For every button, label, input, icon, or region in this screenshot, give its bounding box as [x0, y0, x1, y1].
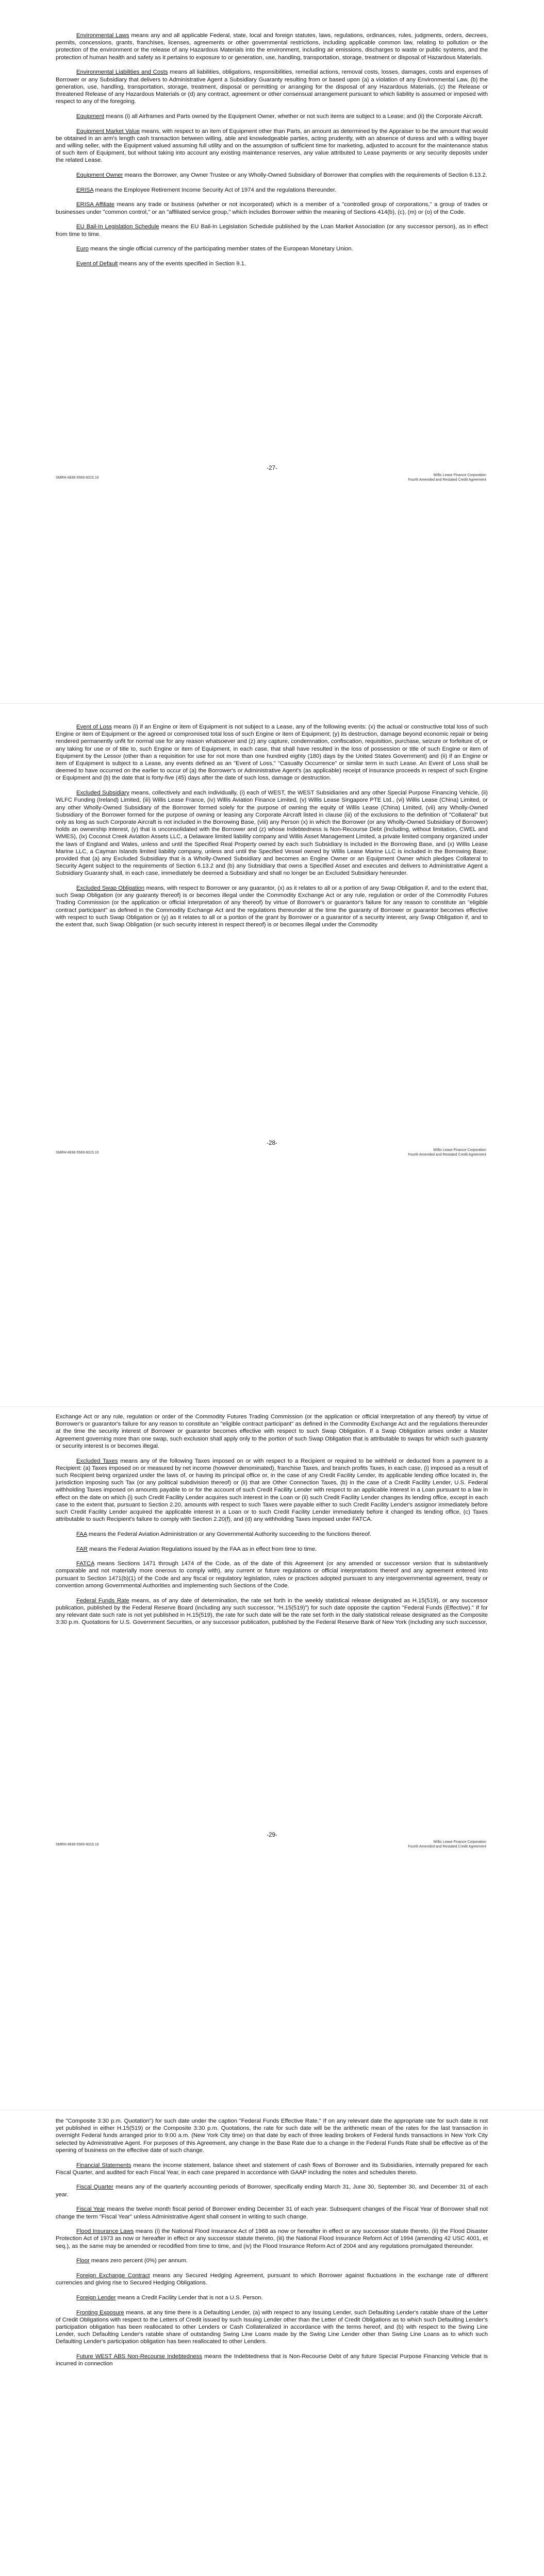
- definition-financial-statements: [56, 2162, 488, 2176]
- definition-equipment: [56, 113, 488, 120]
- definition-excluded-subsidiary: [56, 789, 488, 877]
- definition-text: means, as of any date of determination, the rate set forth in the weekly statistical release designated as H.15(519), or any successor publication, published by the Federal Reserve Board (including any such successor, "H.15(519)") for such date opposite the caption "Federal Funds (Effective)." If for any relevant date such rate is not yet published in H.15(519), the rate for such date will be the rate set forth in the daily statistical release designated as the Composite 3:30 p.m. Quotations for U.S. Government Securities, or any successor publication, published by the Federal Reserve Bank of New York (including any such successor,: [56, 1597, 488, 1626]
- definition-text: means, with respect to an item of Equipment other than Parts, an amount as determined by the Appraiser to be the amount that would be obtained in an arm's length cash transaction between willing, able and knowledgeable parties, acting prudently, with an absence of duress and with a willing buyer and willing seller, with the Equipment valued assuming full utility and on the assumption of sufficient time for marketing, adjusted to account for the maintenance status of such item of Equipment, but without taking into account any existing maintenance reserves, any value attributed to Lease payments or any security deposits under the related Lease.: [56, 128, 488, 164]
- definition-fronting-exposure: [56, 2309, 488, 2346]
- definition-future-west-abs: [56, 2353, 488, 2367]
- definition-text: means, at any time there is a Defaulting Lender, (a) with respect to any Issuing Lender, such Defaulting Lender's ratable share of the Letter of Credit Obligations with respect to the Letters of Credit issued by such Issuing Lender other than the Letter of Credit Obligations as to which such Defaulting Lender's participation obligation has been reallocated to other Lenders or Cash Collateralized in accordance with the terms hereof, and (b) with respect to the Swing Line Lender, such Defaulting Lender's ratable share of outstanding Swing Line Loans made by the Swing Line Lender other than Swing Line Loans as to which such Defaulting Lender's participation obligation has been reallocated to other Lenders.: [56, 2309, 488, 2345]
- page-27-content: [56, 32, 488, 275]
- definition-environmental-liabilities: [56, 69, 488, 105]
- definition-text: means the Indebtedness that is Non-Recourse Debt of any future Special Purpose Financing Vehicle that is incurred in connection: [56, 2353, 488, 2367]
- definition-text: means any of the events specified in Section 9.1.: [118, 260, 246, 267]
- definition-text: means zero percent (0%) per annum.: [89, 2258, 188, 2264]
- definition-text: means any of the following Taxes imposed on or with respect to a Recipient or required to be withheld or deducted from a payment to a Recipient: (a) Taxes imposed on or measured by net income (however denominated), franchise Taxes, and branch profits Taxes, in each case, (i) imposed as a result of such Recipient being organized under the laws of, or having its principal office or, in the case of any Credit Facility Lender, its applicable lending office located in, the jurisdiction imposing such Tax (or any political subdivision thereof) or (ii) that are Other Connection Taxes, (b) in the case of a Credit Facility Lender, U.S. Federal withholding Taxes imposed on amounts payable to or for the account of such Credit Facility Lender with respect to an applicable interest in a Loan pursuant to a law in effect on the date on which (i) such Credit Facility Lender acquires such interest in the Loan or (ii) such Credit Facility Lender changes its lending office, except in each case to the extent that, pursuant to Section 2.20, amounts with respect to such Taxes were payable either to such Credit Facility Lender's assignor immediately before such Credit Facility Lender acquired the applicable interest in a Loan or to such Credit Facility Lender immediately before it changed its lending office, (c) Taxes attributable to such Recipient's failure to comply with Section 2.20(f), and (d) any withholding Taxes imposed under FATCA.: [56, 1458, 488, 1523]
- definition-text: means the EU Bail-In Legislation Schedule published by the Loan Market Association (or any successor person), as in effect from time to time.: [56, 224, 488, 238]
- defined-term: Event of Loss: [76, 724, 112, 730]
- defined-term: Equipment Market Value: [76, 128, 140, 134]
- defined-term: Foreign Lender: [76, 2294, 116, 2301]
- definition-faa: [56, 1531, 488, 1538]
- footer-doc-id: SMRH:4838-5569-6015.10: [56, 476, 99, 480]
- page-28: [0, 704, 544, 1406]
- definition-text: means (i) if an Engine or item of Equipment is not subject to a Lease, any of the following events: (x) the actual or constructive total loss of such Engine or item of Equipment or the agreed or compromised total loss of such Engine or item of Equipment; (y) its destruction, damage beyond economic repair or being rendered permanently unfit for normal use for any reason whatsoever and (z) any capture, condemnation, confiscation, requisition, purchase, seizure or forfeiture of, or any taking for use or of title to, such Engine or item of Equipment, in each case, that shall have resulted in the loss of possession or title of such Engine or item of Equipment by the Lessor (other than a requisition for use for not more than one hundred eighty (180) days by the United States Government) and (ii) if an Engine or item of Equipment is subject to a Lease, any events defined as an "Event of Loss," "Casualty Occurrence" or similar term in such Lease. An Event of Loss shall be deemed to have occurred on the earlier to occur of (a) the Borrower's or Administrative Agent's (as applicable) receipt of insurance proceeds in respect of such Engine or Equipment and (b) the date that is forty-five (45) days after the date of such loss, damage or destruction.: [56, 724, 488, 782]
- footer-agreement: Fourth Amended and Restated Credit Agreement: [408, 1153, 486, 1157]
- footer-company: Willis Lease Finance Corporation: [433, 473, 486, 477]
- defined-term: Fiscal Year: [76, 2206, 105, 2213]
- definition-environmental-laws: [56, 32, 488, 61]
- definition-text: means (i) the National Flood Insurance Act of 1968 as now or hereafter in effect or any successor statute thereto, (ii) the Flood Disaster Protection Act of 1973 as now or hereafter in effect or any successor statute thereto, (iii) the National Flood Insurance Reform Act of 1994 (amending 42 USC 4001, et seq.), as the same may be amended or recodified from time to time, and (iv) the Flood Insurance Reform Act of 2004 and any regulations promulgated thereunder.: [56, 2228, 488, 2249]
- definition-text: means the Federal Aviation Regulations issued by the FAA as in effect from time to time.: [87, 1546, 317, 1552]
- definition-federal-funds-rate: [56, 1597, 488, 1626]
- footer-doc-id: SMRH:4838-5569-6015.10: [56, 1151, 99, 1155]
- defined-term: Event of Default: [76, 260, 118, 267]
- defined-term: Floor: [76, 2258, 90, 2264]
- definition-excluded-swap-obligation: [56, 885, 488, 928]
- footer-company-block: [408, 1840, 486, 1849]
- page-30-content: [56, 2117, 488, 2375]
- definition-text: means the Employee Retirement Income Security Act of 1974 and the regulations thereunder.: [93, 187, 337, 193]
- definition-foreign-exchange-contract: [56, 2272, 488, 2286]
- definition-text: means the Borrower, any Owner Trustee or any Wholly-Owned Subsidiary of Borrower that complies with the requirements of Section 6.13.2.: [123, 172, 487, 179]
- page-number: -27-: [267, 465, 277, 471]
- defined-term: Environmental Liabilities and Costs: [76, 69, 168, 76]
- defined-term: Federal Funds Rate: [76, 1597, 129, 1604]
- footer-doc-id: SMRH:4838-5569-6015.10: [56, 1843, 99, 1846]
- defined-term: Environmental Laws: [76, 32, 129, 39]
- definition-text: means, with respect to Borrower or any guarantor, (x) as it relates to all or a portion of any Swap Obligation if, and to the extent that, such Swap Obligation (or any guaranty thereof) is or becomes illegal under the Commodity Exchange Act or any rule, regulation or order of the Commodity Futures Trading Commission (or the application or official interpretation of any thereof) by virtue of Borrower's or guarantor's failure for any reason to constitute an "eligible contract participant" as defined in the Commodity Exchange Act and the regulations thereunder at the time the guaranty of Borrower or guarantor becomes effective with respect to such Swap Obligation or (y) as it relates to all or a portion of the grant by Borrower or a guarantor of a security interest, any Swap Obligation if, and to the extent that, such Swap Obligation (or such security interest in respect thereof) is or becomes illegal under the Commodity: [56, 885, 488, 928]
- definition-continuation: [56, 2117, 488, 2154]
- defined-term: ERISA Affiliate: [76, 201, 115, 208]
- definition-erisa: [56, 187, 488, 194]
- page-29: [0, 1407, 544, 2110]
- definition-text: means a Credit Facility Lender that is not a U.S. Person.: [116, 2294, 263, 2301]
- defined-term: Financial Statements: [76, 2162, 131, 2168]
- defined-term: FAR: [76, 1546, 88, 1552]
- definition-fiscal-year: [56, 2206, 488, 2220]
- definition-continuation: [56, 1413, 488, 1450]
- defined-term: Future WEST ABS Non-Recourse Indebtedness: [76, 2353, 202, 2360]
- defined-term: Euro: [76, 246, 89, 252]
- footer-company: Willis Lease Finance Corporation: [433, 1148, 486, 1152]
- definition-far: [56, 1546, 488, 1553]
- definition-text: the "Composite 3:30 p.m. Quotation") for such date under the caption "Federal Funds Effective Rate." If on any relevant date the appropriate rate for such date is not yet published in either H.15(519) or the Composite 3:30 p.m. Quotations, the rate for such date will be the arithmetic mean of the rates for the last transaction in overnight Federal funds arranged prior to 9:00 a.m. (New York City time) on that date by each of three leading brokers of Federal funds transactions in New York City selected by Administrative Agent. For purposes of this Agreement, any change in the Base Rate due to a change in the Federal Funds Rate shall be effective as of the opening of business on the effective date of such change.: [56, 2118, 488, 2154]
- defined-term: ERISA: [76, 187, 94, 193]
- definition-text: means, collectively and each individually, (i) each of WEST, the WEST Subsidiaries and any other Special Purpose Financing Vehicle, (ii) WLFC Funding (Ireland) Limited, (iii) Willis Lease France, (iv) Willis Aviation Finance Limited, (v) Willis Lease Singapore PTE Ltd., (vi) Willis Lease (China) Limited, or any other Wholly-Owned Subsidiary of the Borrower formed solely for the purpose of owning the equity of Willis Lease (China) Limited, (vii) any Wholly-Owned Subsidiary of the Borrower formed for the purpose of owning or leasing any Corporate Aircraft listed in clause (iii) of the exclusions to the definition of "Collateral" but only as long as such Corporate Aircraft is not included in the Borrowing Base, (viii) any Person (x) in which the Borrower (or any Wholly-Owned Subsidiary of Borrower) holds an ownership interest, (y) that is unconsolidated with the Borrower and (z) whose Indebtedness is Non-Recourse Debt (including, without limitation, CWEL and WMES), (ix) Coconut Creek Aviation Assets LLC, a Delaware limited liability company and Willis Asset Management Limited, a private limited company organized under the laws of England and Wales, unless and until the Specified Real Property owned by each such Subsidiary is included in the Borrowing Base, and (x) Willis Lease Marine LLC, a Cayman Islands limited liability company, unless and until the Specified Vessel owned by Willis Lease Marine LLC is included in the Borrowing Base; provided that (a) any Excluded Subsidiary that is a Wholly-Owned Subsidiary and becomes an Engine Owner or an Equipment Owner which pledges Collateral to Security Agent subject to the requirements of Section 6.13.2 and (b) any Subsidiary that owns a Specified Asset and executes and delivers to Administrative Agent a Subsidiary Guaranty shall, in each case, immediately be deemed a Subsidiary and shall no longer be an Excluded Subsidiary hereunder.: [56, 790, 488, 877]
- defined-term: FAA: [76, 1531, 87, 1537]
- definition-text: means any trade or business (whether or not incorporated) which is a member of a "controlled group of corporations," a group of trades or businesses under "common control," or an "affiliated service group," which includes Borrower within the meaning of Sections 414(b), (c), (m) or (o) of the Code.: [56, 201, 488, 215]
- footer-agreement: Fourth Amended and Restated Credit Agreement: [408, 478, 486, 482]
- page-27: [0, 0, 544, 703]
- definition-flood-insurance-laws: [56, 2228, 488, 2250]
- defined-term: Foreign Exchange Contract: [76, 2273, 150, 2279]
- defined-term: FATCA: [76, 1561, 94, 1567]
- definition-text: means the twelve month fiscal period of Borrower ending December 31 of each year. Subsequent changes of the Fiscal Year of Borrower shall not change the term "Fiscal Year" unless Administrative Agent shall consent in writing to such change.: [56, 2206, 488, 2220]
- definition-text: means any of the quarterly accounting periods of Borrower, specifically ending March 31, June 30, September 30, and December 31 of each year.: [56, 2184, 488, 2198]
- definition-text: means any and all applicable Federal, state, local and foreign statutes, laws, regulations, ordinances, rules, judgments, orders, decrees, permits, concessions, grants, franchises, licenses, agreements or other governmental restrictions, including applicable common law, relating to pollution or the protection of the environment or the release of any Hazardous Materials into the environment, including air emissions, discharges to waste or public systems, and the protection of human health and safety as it pertains to exposure to or generation, use, handling, transportation, storage, treatment or disposal of Hazardous Materials.: [56, 32, 488, 61]
- footer-company: Willis Lease Finance Corporation: [433, 1840, 486, 1844]
- footer-agreement: Fourth Amended and Restated Credit Agreement: [408, 1845, 486, 1849]
- page-number: -28-: [267, 1140, 277, 1146]
- definition-text: Exchange Act or any rule, regulation or order of the Commodity Futures Trading Commission (or the application or official interpretation of any thereof) by virtue of Borrower's or guarantor's failure for any reason to constitute an "eligible contract participant" as defined in the Commodity Exchange Act and the regulations thereunder at the time the security interest of Borrower or guarantor becomes effective with respect to such Swap Obligation. If a Swap Obligation arises under a Master Agreement governing more than one swap, such exclusion shall apply only to the portion of such Swap Obligation that is attributable to swaps for which such guaranty or security interest is or becomes illegal.: [56, 1414, 488, 1449]
- definition-text: means any Secured Hedging Agreement, pursuant to which Borrower against fluctuations in the exchange rate of different currencies and giving rise to Secured Hedging Obligations.: [56, 2273, 488, 2286]
- definition-eu-bail-in: [56, 223, 488, 238]
- footer-company-block: [408, 1148, 486, 1157]
- definition-event-of-loss: [56, 723, 488, 782]
- definition-foreign-lender: [56, 2294, 488, 2301]
- defined-term: Excluded Taxes: [76, 1458, 118, 1464]
- definition-text: means Sections 1471 through 1474 of the Code, as of the date of this Agreement (or any amended or successor version that is substantively comparable and not materially more onerous to comply with), any current or future regulations or official interpretations thereof and any agreement entered into pursuant to Section 1471(b)(1) of the Code and any fiscal or regulatory legislation, rules or practices adopted pursuant to any intergovernmental agreement, treaty or convention among Governmental Authorities and implementing such Sections of the Code.: [56, 1561, 488, 1589]
- definition-euro: [56, 245, 488, 252]
- definition-excluded-taxes: [56, 1458, 488, 1523]
- definition-text: means the Federal Aviation Administration or any Governmental Authority succeeding to the functions thereof.: [87, 1531, 371, 1537]
- definition-fatca: [56, 1560, 488, 1589]
- page-30: [0, 2110, 544, 2576]
- defined-term: Flood Insurance Laws: [76, 2228, 134, 2235]
- page-number: -29-: [267, 1832, 277, 1838]
- definition-equipment-owner: [56, 172, 488, 179]
- defined-term: Fiscal Quarter: [76, 2184, 113, 2191]
- definition-floor: [56, 2257, 488, 2264]
- defined-term: Equipment Owner: [76, 172, 123, 179]
- definition-text: means the single official currency of the participating member states of the European Monetary Union.: [88, 246, 353, 252]
- defined-term: EU Bail-In Legislation Schedule: [76, 224, 159, 230]
- defined-term: Fronting Exposure: [76, 2309, 124, 2316]
- definition-fiscal-quarter: [56, 2183, 488, 2198]
- footer-company-block: [408, 473, 486, 482]
- definition-event-of-default: [56, 260, 488, 267]
- definition-text: means (i) all Airframes and Parts owned by the Equipment Owner, whether or not such items are subject to a Lease; and (ii) the Corporate Aircraft.: [104, 113, 483, 120]
- page-29-content: [56, 1413, 488, 1634]
- defined-term: Excluded Swap Obligation: [76, 885, 145, 892]
- defined-term: Excluded Subsidiary: [76, 790, 129, 796]
- definition-text: means the income statement, balance sheet and statement of cash flows of Borrower and its Subsidiaries, internally prepared for each Fiscal Quarter, and audited for each Fiscal Year, in each case prepared in accordance with GAAP including the notes and schedules thereto.: [56, 2162, 488, 2176]
- page-28-content: [56, 723, 488, 936]
- defined-term: Equipment: [76, 113, 105, 120]
- definition-erisa-affiliate: [56, 201, 488, 215]
- definition-equipment-market-value: [56, 128, 488, 164]
- definition-text: means all liabilities, obligations, responsibilities, remedial actions, removal costs, losses, damages, costs and expenses of Borrower or any Subsidiary that delivers to Administrative Agent a Subsidiary Guaranty resulting from or based upon (a) a violation of any Environmental Law, (b) the generation, use, handling, transportation, storage, treatment, disposal or permitting or arranging for the disposal of any Hazardous Materials, (c) the Release or threatened Release of any Hazardous Materials or (d) any contract, agreement or other consensual arrangement pursuant to which liability is assumed or imposed with respect to any of the foregoing.: [56, 69, 488, 105]
